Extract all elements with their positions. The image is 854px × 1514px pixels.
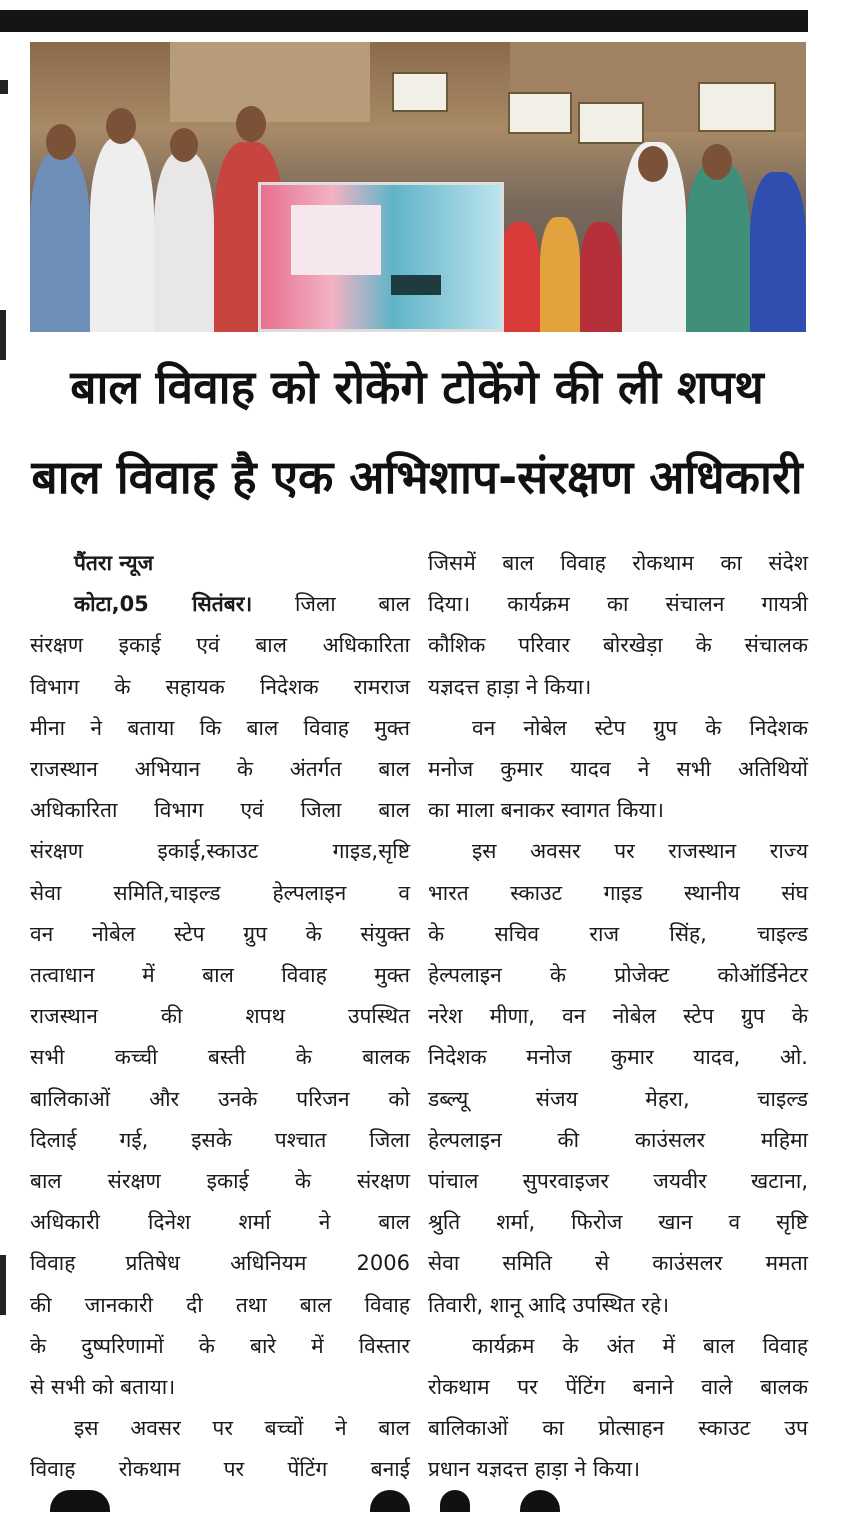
article-column-right [428, 543, 808, 1491]
article-line: अधिकारिता विभाग एवं जिला बाल [30, 798, 410, 823]
article-line: सभी कच्ची बस्ती के बालक [30, 1045, 410, 1070]
article-line: का माला बनाकर स्वागत किया। [428, 798, 664, 823]
article-line: मनोज कुमार यादव ने सभी अतिथियों [428, 757, 808, 782]
article-line: बालिकाओं और उनके परिजन को [30, 1086, 410, 1111]
article-line: दिया। कार्यक्रम का संचालन गायत्री [428, 592, 808, 617]
article-text: जिला बाल [252, 592, 411, 617]
top-rule [0, 10, 808, 32]
article-line: सेवा समिति,चाइल्ड हेल्पलाइन व [30, 880, 410, 905]
article-line: नरेश मीणा, वन नोबेल स्टेप ग्रुप के [428, 1004, 808, 1029]
article-line: बाल संरक्षण इकाई के संरक्षण [30, 1169, 410, 1194]
article-line: हेल्पलाइन के प्रोजेक्ट कोऑर्डिनेटर [428, 963, 808, 988]
next-headline-fragment [40, 1482, 800, 1512]
article-line: राजस्थान अभियान के अंतर्गत बाल [30, 757, 410, 782]
article-line: बालिकाओं का प्रोत्साहन स्काउट उप [428, 1416, 808, 1441]
article-line: जिसमें बाल विवाह रोकथाम का संदेश [428, 551, 808, 575]
article-line: संरक्षण इकाई एवं बाल अधिकारिता [30, 633, 410, 658]
campaign-banner [258, 182, 504, 332]
article-line: वन नोबेल स्टेप ग्रुप के संयुक्त [30, 921, 410, 946]
article-line: संरक्षण इकाई,स्काउट गाइड,सृष्टि [30, 839, 410, 864]
article-line: अधिकारी दिनेश शर्मा ने बाल [30, 1210, 410, 1235]
article-line: प्रधान यज्ञदत्त हाड़ा ने किया। [428, 1457, 641, 1482]
article-line: भारत स्काउट गाइड स्थानीय संघ [428, 880, 808, 905]
article-line: से सभी को बताया। [30, 1375, 176, 1400]
article-line: विवाह प्रतिषेध अधिनियम 2006 [30, 1251, 410, 1276]
article-line: के दुष्परिणामों के बारे में विस्तार [30, 1333, 410, 1358]
headline: बाल विवाह को रोकेंगे टोकेंगे की ली शपथ [70, 360, 764, 414]
subheadline: बाल विवाह है एक अभिशाप-संरक्षण अधिकारी [31, 450, 803, 504]
article-line: मीना ने बताया कि बाल विवाह मुक्त [30, 715, 410, 740]
article-line: डब्ल्यू संजय मेहरा, चाइल्ड [428, 1086, 808, 1111]
article-line: कार्यक्रम के अंत में बाल विवाह [472, 1333, 808, 1358]
article-line: हेल्पलाइन की काउंसलर महिमा [428, 1127, 808, 1152]
dateline: कोटा,05 सितंबर। [74, 592, 253, 617]
article-line: सेवा समिति से काउंसलर ममता [428, 1251, 808, 1276]
byline-text: पैंतरा न्यूज [74, 551, 154, 575]
article-column-left [30, 543, 410, 1491]
article-line: श्रुति शर्मा, फिरोज खान व सृष्टि [428, 1210, 808, 1235]
article-line: यज्ञदत्त हाड़ा ने किया। [428, 674, 592, 699]
article-line: इस अवसर पर बच्चों ने बाल [74, 1416, 410, 1441]
article-line: इस अवसर पर राजस्थान राज्य [472, 839, 808, 864]
article-line: दिलाई गई, इसके पश्चात जिला [30, 1127, 410, 1152]
article-line: की जानकारी दी तथा बाल विवाह [30, 1292, 410, 1317]
article-line: विभाग के सहायक निदेशक रामराज [30, 674, 410, 699]
article-line: के सचिव राज सिंह, चाइल्ड [428, 921, 808, 946]
article-line: निदेशक मनोज कुमार यादव, ओ. [428, 1045, 808, 1070]
article-line: पांचाल सुपरवाइजर जयवीर खटाना, [428, 1169, 808, 1194]
news-photo [30, 42, 806, 332]
article-line: रोकथाम पर पेंटिंग बनाने वाले बालक [428, 1375, 808, 1400]
article-line: विवाह रोकथाम पर पेंटिंग बनाई [30, 1457, 410, 1482]
dateline-line [30, 584, 410, 625]
article-line: वन नोबेल स्टेप ग्रुप के निदेशक [472, 715, 808, 740]
article-line: तत्वाधान में बाल विवाह मुक्त [30, 963, 410, 988]
article-line: तिवारी, शानू आदि उपस्थित रहे। [428, 1292, 670, 1317]
article-line: राजस्थान की शपथ उपस्थित [30, 1004, 410, 1029]
byline [30, 543, 410, 584]
article-line: कौशिक परिवार बोरखेड़ा के संचालक [428, 633, 808, 658]
adjacent-column-fragment [0, 40, 14, 1480]
